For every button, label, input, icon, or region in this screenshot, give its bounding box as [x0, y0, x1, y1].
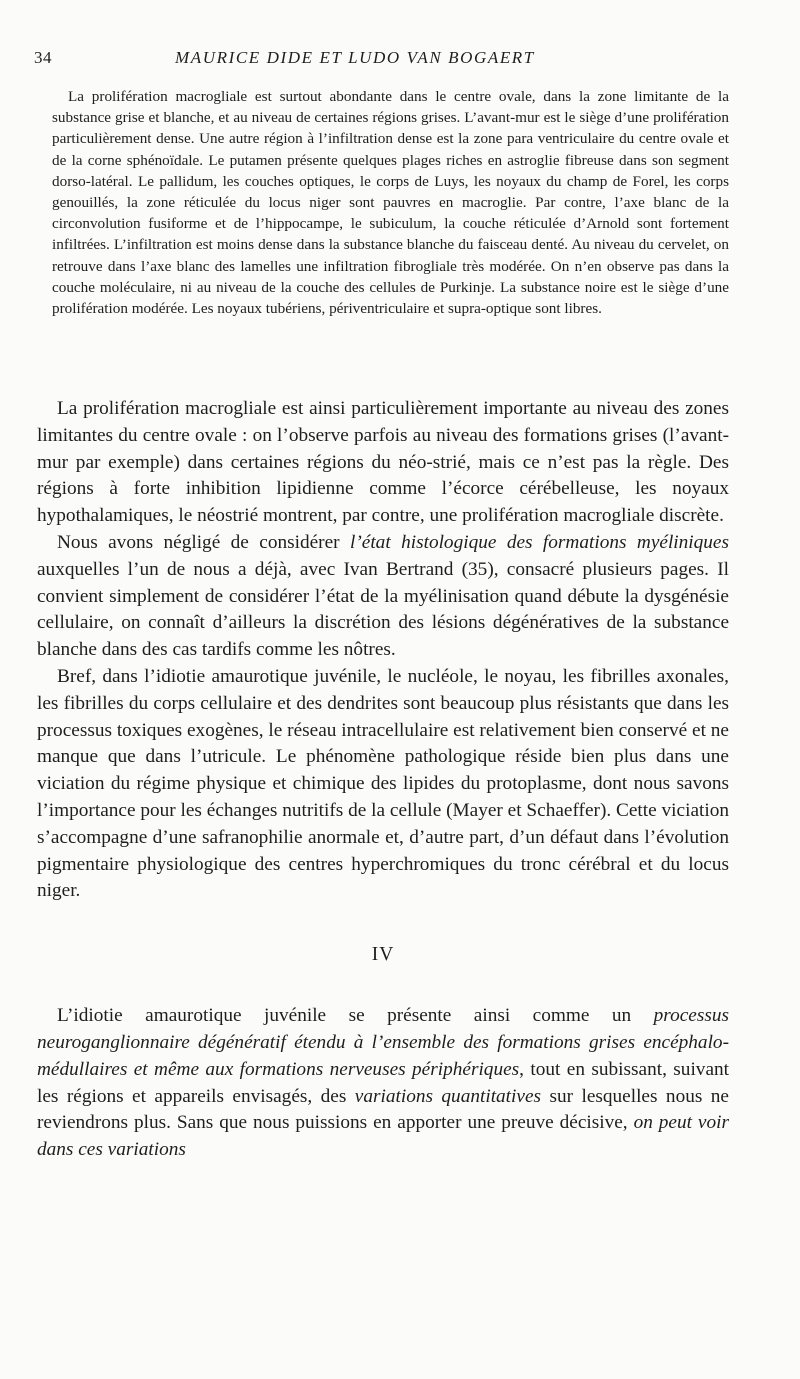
- paragraph-2: [37, 530, 729, 664]
- main-text: [37, 396, 729, 1164]
- paragraph-2-emphasis: l’état histologique des formations myéliniques: [349, 531, 729, 553]
- paragraph-4-emphasis-2: variations quantitatives: [354, 1085, 542, 1107]
- paragraph-4-part-b: , tout en subissant, suivant les régions et appareils envisagés, des: [37, 1058, 729, 1107]
- section-heading: IV: [371, 944, 395, 966]
- paragraph-4-part-a: L’idiotie amaurotique juvénile se présente ainsi comme un: [57, 1005, 654, 1027]
- paragraph-2-start: Nous avons négligé de considérer: [57, 531, 350, 553]
- paragraph-1: La prolifération macrogliale est ainsi particulièrement importante au niveau des zones limitantes du centre ovale : on l’observe parfois au niveau des formations grises (l’avant-mur par exemple) dans certaines régions du néo-strié, mais ce n’est pas la règle. Des régions à forte inhibition lipidienne comme l’écorce cérébelleuse, les noyaux hypothalamiques, le néostrié montrent, par contre, une prolifération macrogliale discrète.: [37, 398, 729, 527]
- paragraph-4-part-c: sur lesquelles nous ne reviendrons plus. Sans que nous puissions en apporter une preuve décisive,: [37, 1085, 729, 1134]
- paragraph-4-emphasis-3: on peut voir dans ces variations: [37, 1112, 729, 1161]
- paragraph-4: [37, 1003, 729, 1164]
- paragraph-4-emphasis-1: processus neuroganglionnaire dégénératif étendu à l’ensemble des formations grises encéphalo-médullaires et même aux formations nerveuses périphériques: [37, 1005, 729, 1080]
- paragraph-2-end: auxquelles l’un de nous a déjà, avec Ivan Bertrand (35), consacré plusieurs pages. Il convient simplement de considérer l’état de la myélinisation quand débute la dysgénésie cellulaire, on connaît d’ailleurs la discrétion des lésions dégénératives de la substance blanche dans des cas tardifs comme les nôtres.: [37, 558, 729, 661]
- page-number: 34: [34, 48, 52, 67]
- small-print-paragraph: La prolifération macrogliale est surtout abondante dans le centre ovale, dans la zone limitante de la substance grise et blanche, et au niveau de certaines régions grises. L’avant-mur est le siège d’une prolifération particulièrement dense. Une autre région à l’infiltration dense est la zone para ventriculaire du centre ovale et de la corne sphénoïdale. Le putamen présente quelques plages riches en astroglie fibreuse dans son segment dorso-latéral. Le pallidum, les couches optiques, le corps de Luys, les noyaux du champ de Forel, les corps genouillés, la zone réticulée du locus niger sont pauvres en macroglie. Par contre, l’axe blanc de la circonvolution fusiforme et de l’hippocampe, le subiculum, la couche réticulée d’Arnold sont fortement infiltrées. L’infiltration est moins dense dans la substance blanche du faisceau denté. Au niveau du cervelet, on retrouve dans l’axe blanc des lamelles une infiltration fibrogliale très modérée. On n’en observe pas dans la couche moléculaire, ni au niveau de la couche des cellules de Purkinje. La substance noire est le siège d’une prolifération modérée. Les noyaux tubériens, périventriculaire et supra-optique sont libres.: [52, 88, 729, 318]
- paragraph-3: Bref, dans l’idiotie amaurotique juvénile, le nucléole, le noyau, les fibrilles axonales, les fibrilles du corps cellulaire et des dendrites sont beaucoup plus résistants que dans les processus toxiques exogènes, le réseau intracellulaire est relativement bien conservé et ne manque que dans l’utricule. Le phénomène pathologique réside bien plus dans une viciation du régime physique et chimique des lipides du protoplasme, dont nous savons l’importance pour les échanges nutritifs de la cellule (Mayer et Schaeffer). Cette viciation s’accompagne d’une safranophilie anormale et, d’autre part, d’un défaut dans l’évolution pigmentaire physiologique des centres hyperchromiques du tronc cérébral et du locus niger.: [37, 665, 729, 902]
- running-title: MAURICE DIDE ET LUDO VAN BOGAERT: [175, 48, 535, 67]
